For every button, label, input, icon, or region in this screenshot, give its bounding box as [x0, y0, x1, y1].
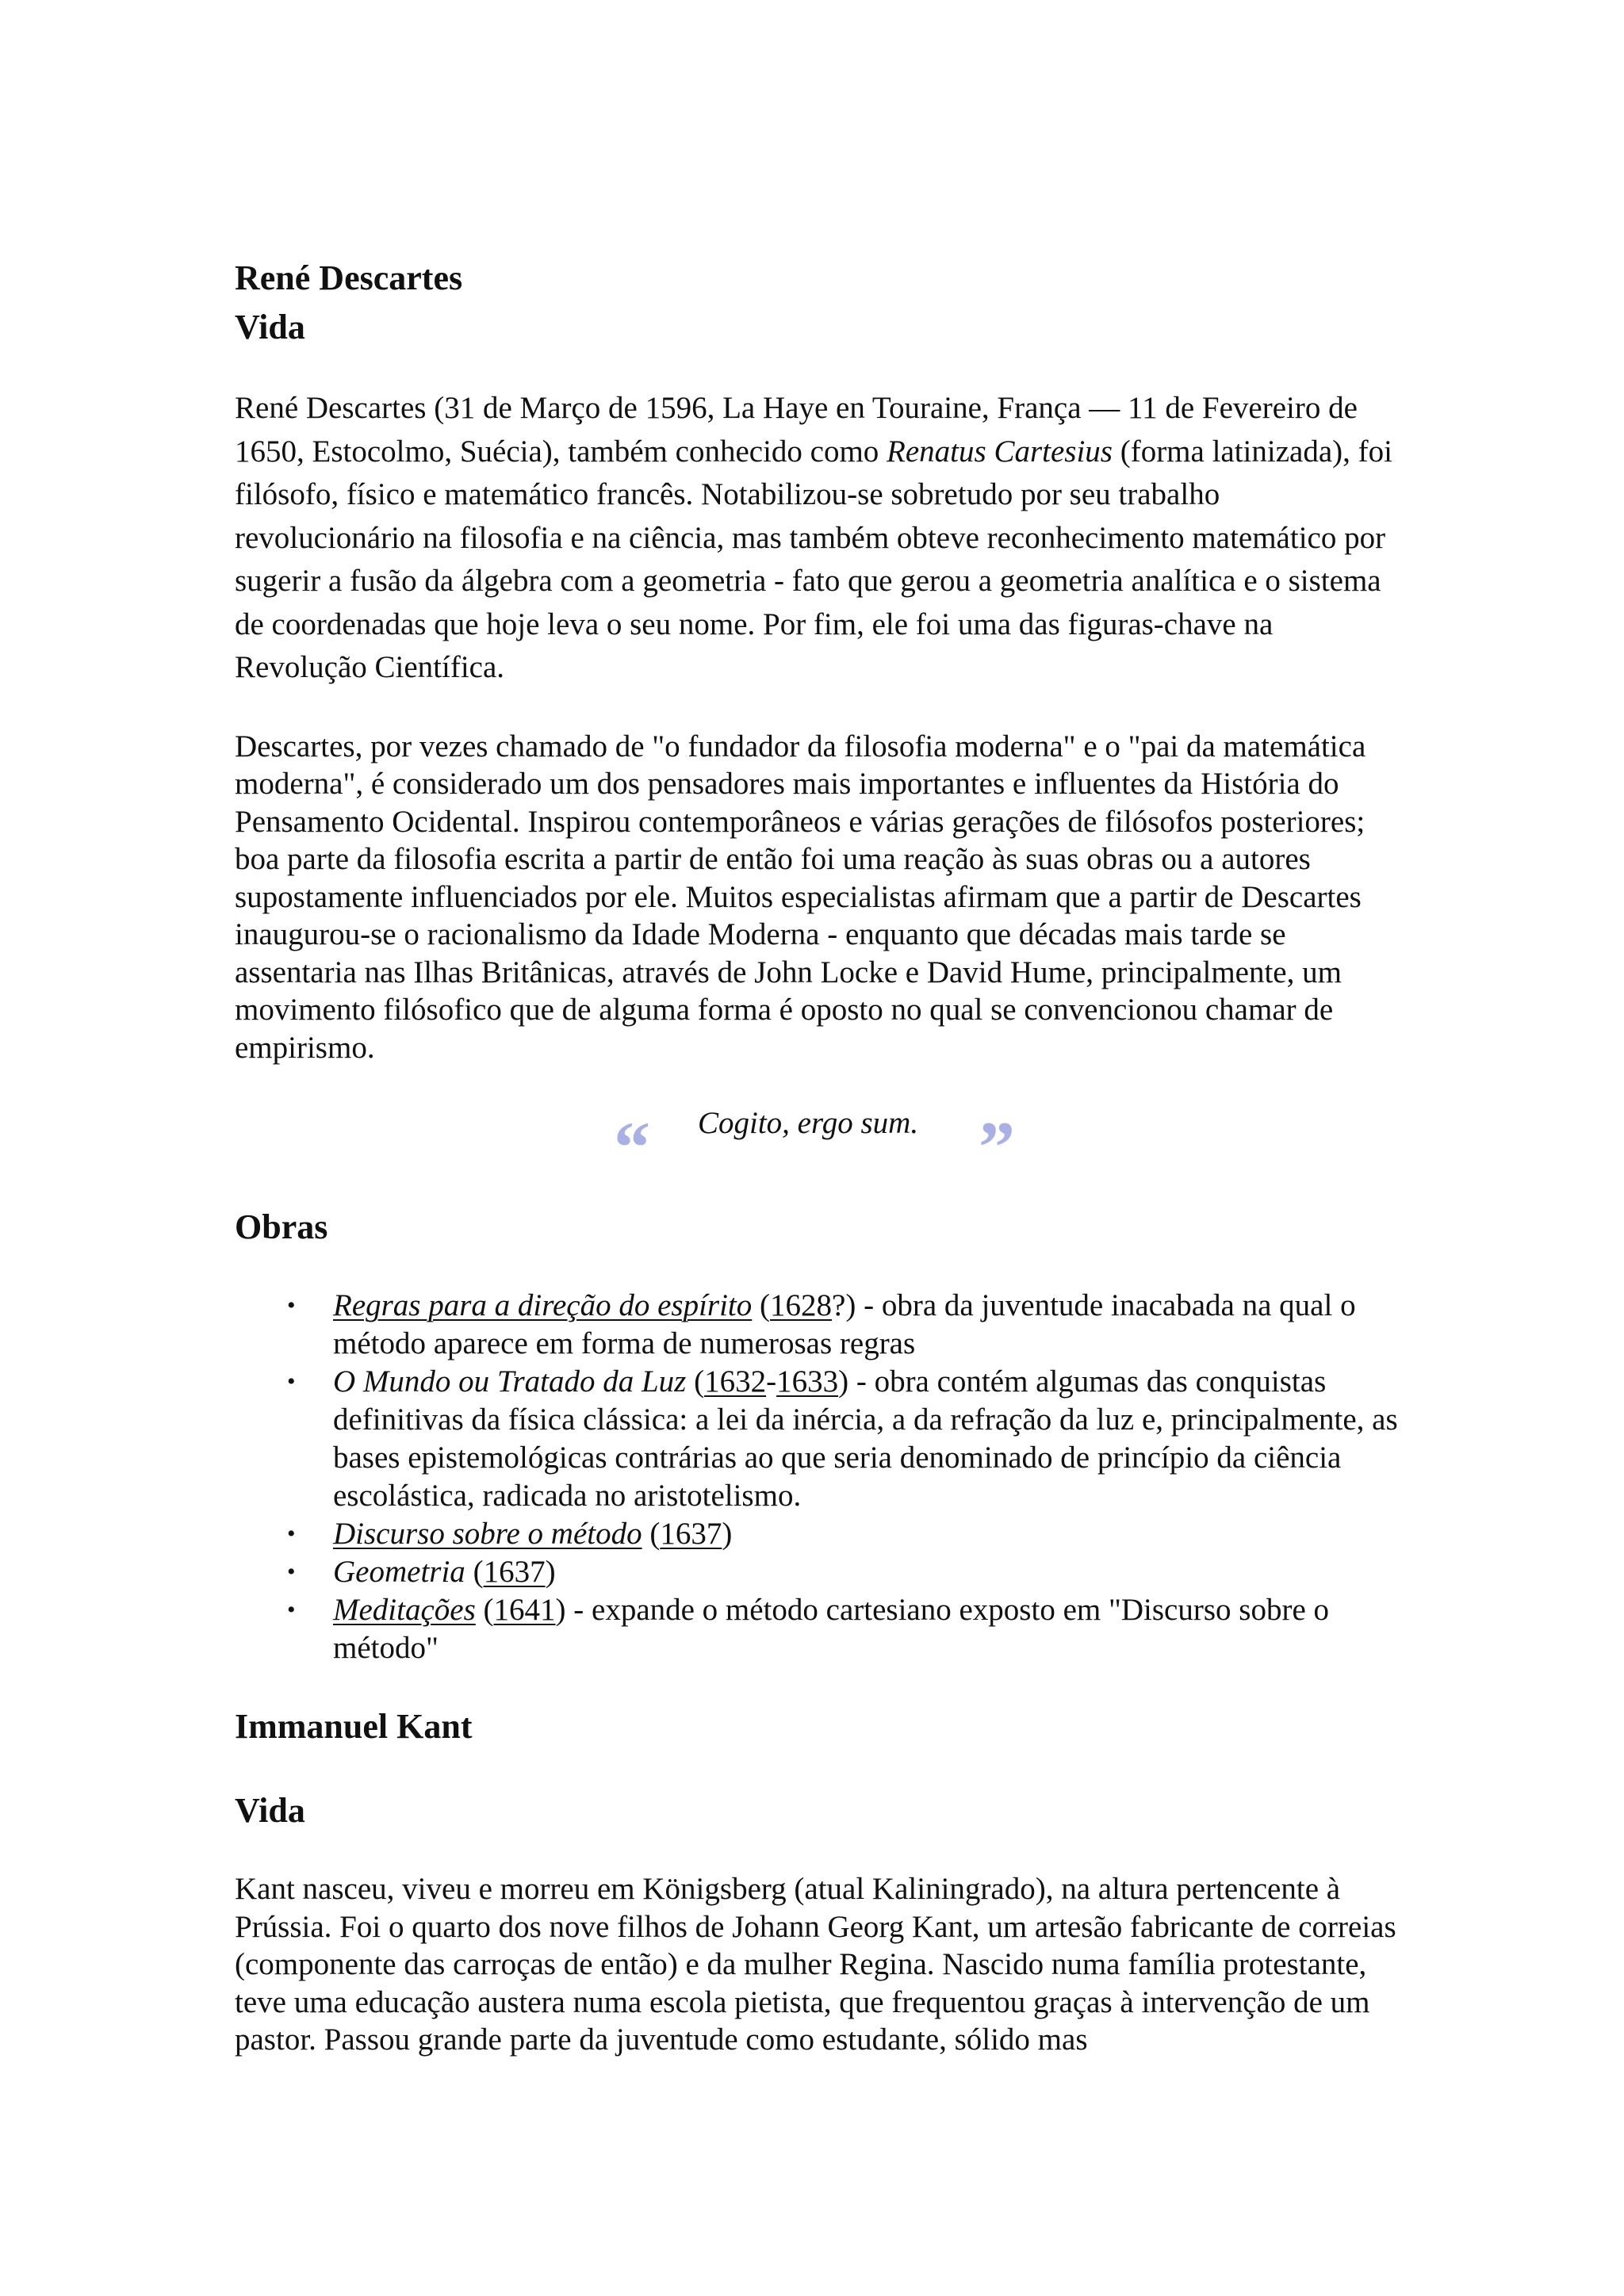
descartes-p1-latin-name: Renatus Cartesius	[887, 434, 1113, 469]
bullet-icon: •	[287, 1521, 296, 1547]
bullet-icon: •	[287, 1559, 296, 1585]
quote-text: Cogito, ergo sum.	[698, 1106, 919, 1140]
year-link-1637[interactable]: 1637	[660, 1517, 722, 1551]
year-link-1633[interactable]: 1633	[776, 1364, 839, 1399]
list-item: • Regras para a direção do espírito (1628?) - obra da juventude inacabada na qual o método aparece em forma de numerosas regras	[287, 1288, 1356, 1360]
year-link-1637-geometria[interactable]: 1637	[483, 1555, 546, 1589]
list-item: • Discurso sobre o método (1637)	[235, 1515, 1405, 1553]
works-list	[235, 1287, 1405, 1667]
year-suffix: ?	[832, 1288, 846, 1322]
kant-life-heading: Vida	[235, 1791, 305, 1830]
work-title-geometria: Geometria	[333, 1555, 465, 1589]
work-link-regras[interactable]: Regras para a direção do espírito	[333, 1288, 753, 1322]
open-quote-icon: “	[614, 1107, 650, 1188]
work-title-mundo: O Mundo ou Tratado da Luz	[333, 1364, 687, 1399]
bullet-icon: •	[287, 1292, 296, 1318]
kant-title: Immanuel Kant	[235, 1707, 473, 1746]
list-item: • O Mundo ou Tratado da Luz (1632-1633) - obra contém algumas das conquistas definitivas da física clássica: a lei da inércia, a da refração da luz e, principalmente, as bases epistemológicas contrárias ao que seria denominado de princípio da ciência escolástica, radicada no aristotelismo.	[287, 1364, 1398, 1513]
work-link-discurso[interactable]: Discurso sobre o método	[333, 1517, 642, 1551]
bullet-icon: •	[287, 1368, 296, 1395]
descartes-title: René Descartes	[235, 258, 463, 297]
descartes-life-heading: Vida	[235, 308, 305, 346]
bullet-icon: •	[287, 1597, 296, 1623]
work-link-meditacoes[interactable]: Meditações	[333, 1593, 476, 1627]
work-description: - obra contém algumas das conquistas definitivas da física clássica: a lei da inércia, a da refração da luz e, principalmente, as bases epistemológicas contrárias ao que seria denominado de princípio da ciência escolástica, radicada no aristotelismo.	[333, 1364, 1398, 1513]
close-quote-icon: ”	[979, 1107, 1015, 1188]
descartes-paragraph-2: Descartes, por vezes chamado de "o fundador da filosofia moderna" e o "pai da matemática moderna", é considerado um dos pensadores mais importantes e influentes da História do Pensamento Ocidental. Inspirou contemporâneos e várias gerações de filósofos posteriores; boa parte da filosofia escrita a partir de então foi uma reação às suas obras ou a autores supostamente influenciados por ele. Muitos especialistas afirmam que a partir de Descartes inaugurou-se o racionalismo da Idade Moderna - enquanto que décadas mais tarde se assentaria nas Ilhas Britânicas, através de John Locke e David Hume, principalmente, um movimento filósofico que de alguma forma é oposto no qual se convencionou chamar de empirismo.	[235, 729, 1366, 1065]
descartes-paragraph-1	[235, 387, 1405, 690]
year-link-1641[interactable]: 1641	[493, 1593, 556, 1627]
year-link-1628[interactable]: 1628	[770, 1288, 833, 1322]
work-description: - obra da juventude inacabada na qual o método aparece em forma de numerosas regras	[333, 1288, 1356, 1360]
document-page	[235, 254, 1405, 2059]
descartes-quote	[235, 1104, 1405, 1188]
kant-paragraph-1: Kant nasceu, viveu e morreu em Königsberg (atual Kaliningrado), na altura pertencente à Prússia. Foi o quarto dos nove filhos de Johann Georg Kant, um artesão fabricante de correias (componente das carroças de então) e da mulher Regina. Nascido numa família protestante, teve uma educação austera numa escola pietista, que frequentou graças à intervenção de um pastor. Passou grande parte da juventude como estudante, sólido mas	[235, 1872, 1396, 2057]
list-item: • Geometria (1637)	[235, 1553, 1405, 1591]
descartes-works-heading: Obras	[235, 1207, 328, 1246]
work-description: - expande o método cartesiano exposto em "Discurso sobre o método"	[333, 1593, 1330, 1665]
list-item: • Meditações (1641) - expande o método cartesiano exposto em "Discurso sobre o método"	[287, 1593, 1330, 1665]
year-separator: -	[766, 1364, 777, 1399]
descartes-p1-text-b: (forma latinizada), foi filósofo, físico e matemático francês. Notabilizou-se sobretudo por seu trabalho revolucionário na filosofia e na ciência, mas também obteve reconhecimento matemático por sugerir a fusão da álgebra com a geometria - fato que gerou a geometria analítica e o sistema de coordenadas que hoje leva o seu nome. Por fim, ele foi uma das figuras-chave na Revolução Científica.	[235, 434, 1392, 684]
year-link-1632[interactable]: 1632	[704, 1364, 767, 1399]
descartes-p1-text-a: René Descartes (31 de Março de 1596, La Haye en Touraine, França — 11 de Fevereiro de 1650, Estocolmo, Suécia), também conhecido como	[235, 391, 1358, 469]
